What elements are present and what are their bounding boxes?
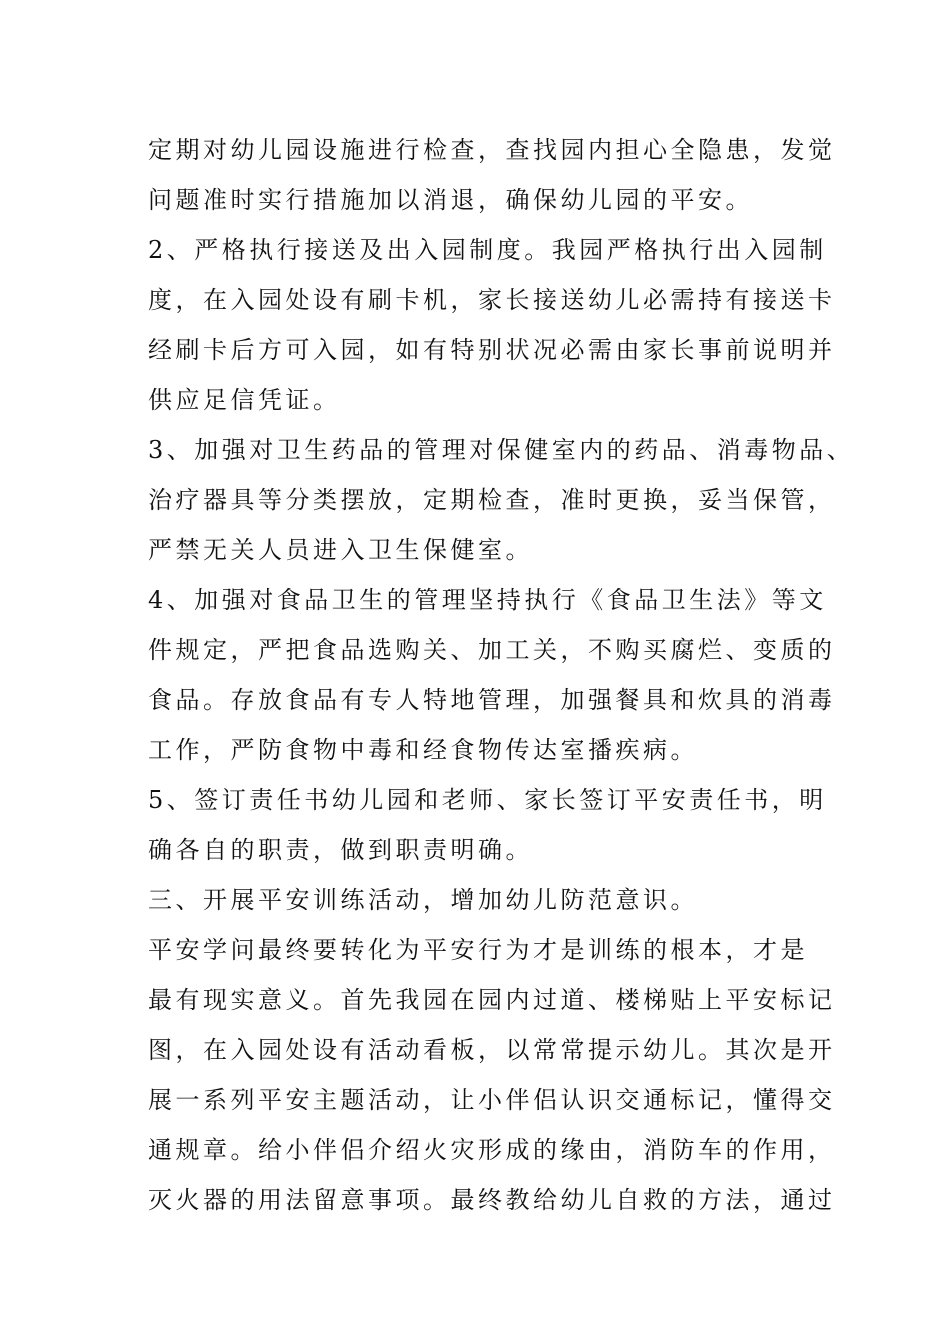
text-line: 平安学问最终要转化为平安行为才是训练的根本，才是 bbox=[148, 936, 808, 964]
text-line: 度，在入园处设有刷卡机，家长接送幼儿必需持有接送卡 bbox=[148, 286, 836, 314]
text-line: 问题准时实行措施加以消退，确保幼儿园的平安。 bbox=[148, 186, 753, 214]
text-line: 件规定，严把食品选购关、加工关，不购买腐烂、变质的 bbox=[148, 636, 836, 664]
text-line: 三、开展平安训练活动，增加幼儿防范意识。 bbox=[148, 886, 698, 914]
text-line: 工作，严防食物中毒和经食物传达室播疾病。 bbox=[148, 736, 698, 764]
text-line: 5、签订责任书幼儿园和老师、家长签订平安责任书，明 bbox=[148, 786, 827, 814]
text-line: 图，在入园处设有活动看板，以常常提示幼儿。其次是开 bbox=[148, 1036, 836, 1064]
text-line: 2、严格执行接送及出入园制度。我园严格执行出入园制 bbox=[148, 236, 827, 264]
text-line: 定期对幼儿园设施进行检查，查找园内担心全隐患，发觉 bbox=[148, 136, 836, 164]
text-line: 供应足信凭证。 bbox=[148, 386, 341, 414]
text-line: 严禁无关人员进入卫生保健室。 bbox=[148, 536, 533, 564]
text-line: 治疗器具等分类摆放，定期检查，准时更换，妥当保管， bbox=[148, 486, 836, 514]
text-line: 3、加强对卫生药品的管理对保健室内的药品、消毒物品、 bbox=[148, 436, 855, 464]
text-line: 通规章。给小伴侣介绍火灾形成的缘由，消防车的作用， bbox=[148, 1136, 836, 1164]
text-line: 展一系列平安主题活动，让小伴侣认识交通标记，懂得交 bbox=[148, 1086, 836, 1114]
text-line: 4、加强对食品卫生的管理坚持执行《食品卫生法》等文 bbox=[148, 586, 827, 614]
text-line: 确各自的职责，做到职责明确。 bbox=[148, 836, 533, 864]
text-line: 灭火器的用法留意事项。最终教给幼儿自救的方法，通过 bbox=[148, 1186, 836, 1214]
text-line: 最有现实意义。首先我园在园内过道、楼梯贴上平安标记 bbox=[148, 986, 836, 1014]
text-line: 经刷卡后方可入园，如有特别状况必需由家长事前说明并 bbox=[148, 336, 836, 364]
text-line: 食品。存放食品有专人特地管理，加强餐具和炊具的消毒 bbox=[148, 686, 836, 714]
